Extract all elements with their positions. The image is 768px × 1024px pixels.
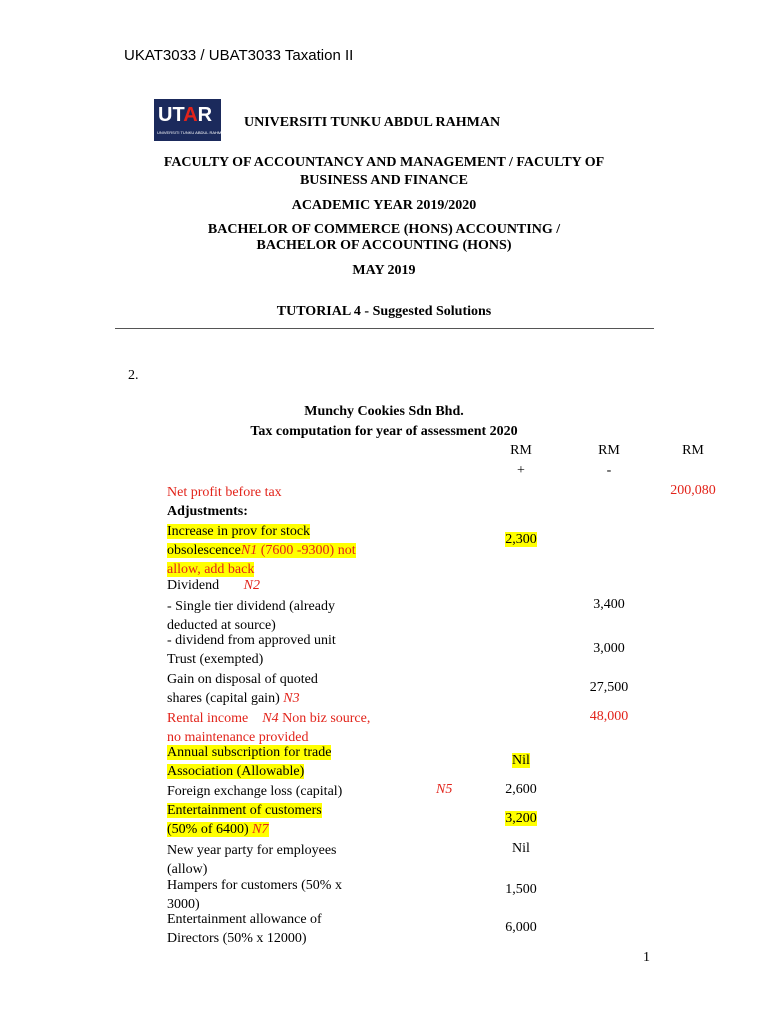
programme-line-1: BACHELOR OF COMMERCE (HONS) ACCOUNTING / xyxy=(207,222,561,237)
value-net-profit: 200,080 xyxy=(670,483,716,498)
label-rental-income: Rental income N4 Non biz source, no maintenance provided xyxy=(167,711,371,745)
col-sign-plus: + xyxy=(517,463,525,478)
value-hampers: 1,500 xyxy=(505,882,537,897)
label-party: New year party for employees (allow) xyxy=(167,843,337,877)
note-forex: N5 xyxy=(436,782,453,797)
label-adjustments: Adjustments: xyxy=(167,504,248,519)
academic-year: ACADEMIC YEAR 2019/2020 xyxy=(291,198,477,213)
value-unit-trust: 3,000 xyxy=(593,641,625,656)
label-net-profit: Net profit before tax xyxy=(167,485,282,500)
value-party: Nil xyxy=(512,841,530,856)
label-unit-trust: - dividend from approved unit Trust (exempted) xyxy=(167,633,336,667)
col-header-3: RM xyxy=(682,443,704,458)
value-subscription: Nil xyxy=(512,753,530,768)
question-number: 2. xyxy=(128,368,139,383)
col-header-2: RM xyxy=(598,443,620,458)
col-sign-minus: - xyxy=(606,463,612,478)
divider xyxy=(115,328,654,329)
label-dividend: Dividend N2 xyxy=(167,578,260,593)
value-entertainment: 3,200 xyxy=(505,811,537,826)
value-gain-disposal: 27,500 xyxy=(589,680,629,695)
company-name: Munchy Cookies Sdn Bhd. xyxy=(304,404,464,419)
label-stock-provision: Increase in prov for stock obsolescenceN1 (7600 -9300) not allow, add back xyxy=(167,524,356,577)
logo-text: UTAR xyxy=(158,104,213,126)
value-allowance: 6,000 xyxy=(505,920,537,935)
page-number: 1 xyxy=(643,950,650,965)
label-hampers: Hampers for customers (50% x 3000) xyxy=(167,878,342,912)
col-header-1: RM xyxy=(510,443,532,458)
faculty-line-1: FACULTY OF ACCOUNTANCY AND MANAGEMENT / FACULTY OF xyxy=(163,155,605,170)
utar-logo xyxy=(154,99,227,141)
label-gain-disposal: Gain on disposal of quoted shares (capital gain) N3 xyxy=(167,672,318,706)
computation-title: Tax computation for year of assessment 2020 xyxy=(250,424,518,439)
value-stock-provision: 2,300 xyxy=(505,532,537,547)
label-allowance: Entertainment allowance of Directors (50% x 12000) xyxy=(167,912,322,946)
session: MAY 2019 xyxy=(352,263,416,278)
label-forex: Foreign exchange loss (capital) xyxy=(167,784,343,799)
value-single-tier: 3,400 xyxy=(593,597,625,612)
value-forex: 2,600 xyxy=(505,782,537,797)
university-name: UNIVERSITI TUNKU ABDUL RAHMAN xyxy=(244,115,501,130)
value-rental-income: 48,000 xyxy=(589,709,629,724)
course-code: UKAT3033 / UBAT3033 Taxation II xyxy=(124,47,354,64)
label-single-tier: - Single tier dividend (already deducted at source) xyxy=(167,599,335,633)
faculty-line-2: BUSINESS AND FINANCE xyxy=(299,173,469,188)
programme-line-2: BACHELOR OF ACCOUNTING (HONS) xyxy=(256,238,512,253)
logo-subtext: UNIVERSITI TUNKU ABDUL RAHMAN xyxy=(157,130,227,135)
label-entertainment: Entertainment of customers (50% of 6400) N7 xyxy=(167,803,322,837)
tutorial-title: TUTORIAL 4 - Suggested Solutions xyxy=(276,304,492,319)
label-subscription: Annual subscription for trade Association (Allowable) xyxy=(167,745,332,779)
